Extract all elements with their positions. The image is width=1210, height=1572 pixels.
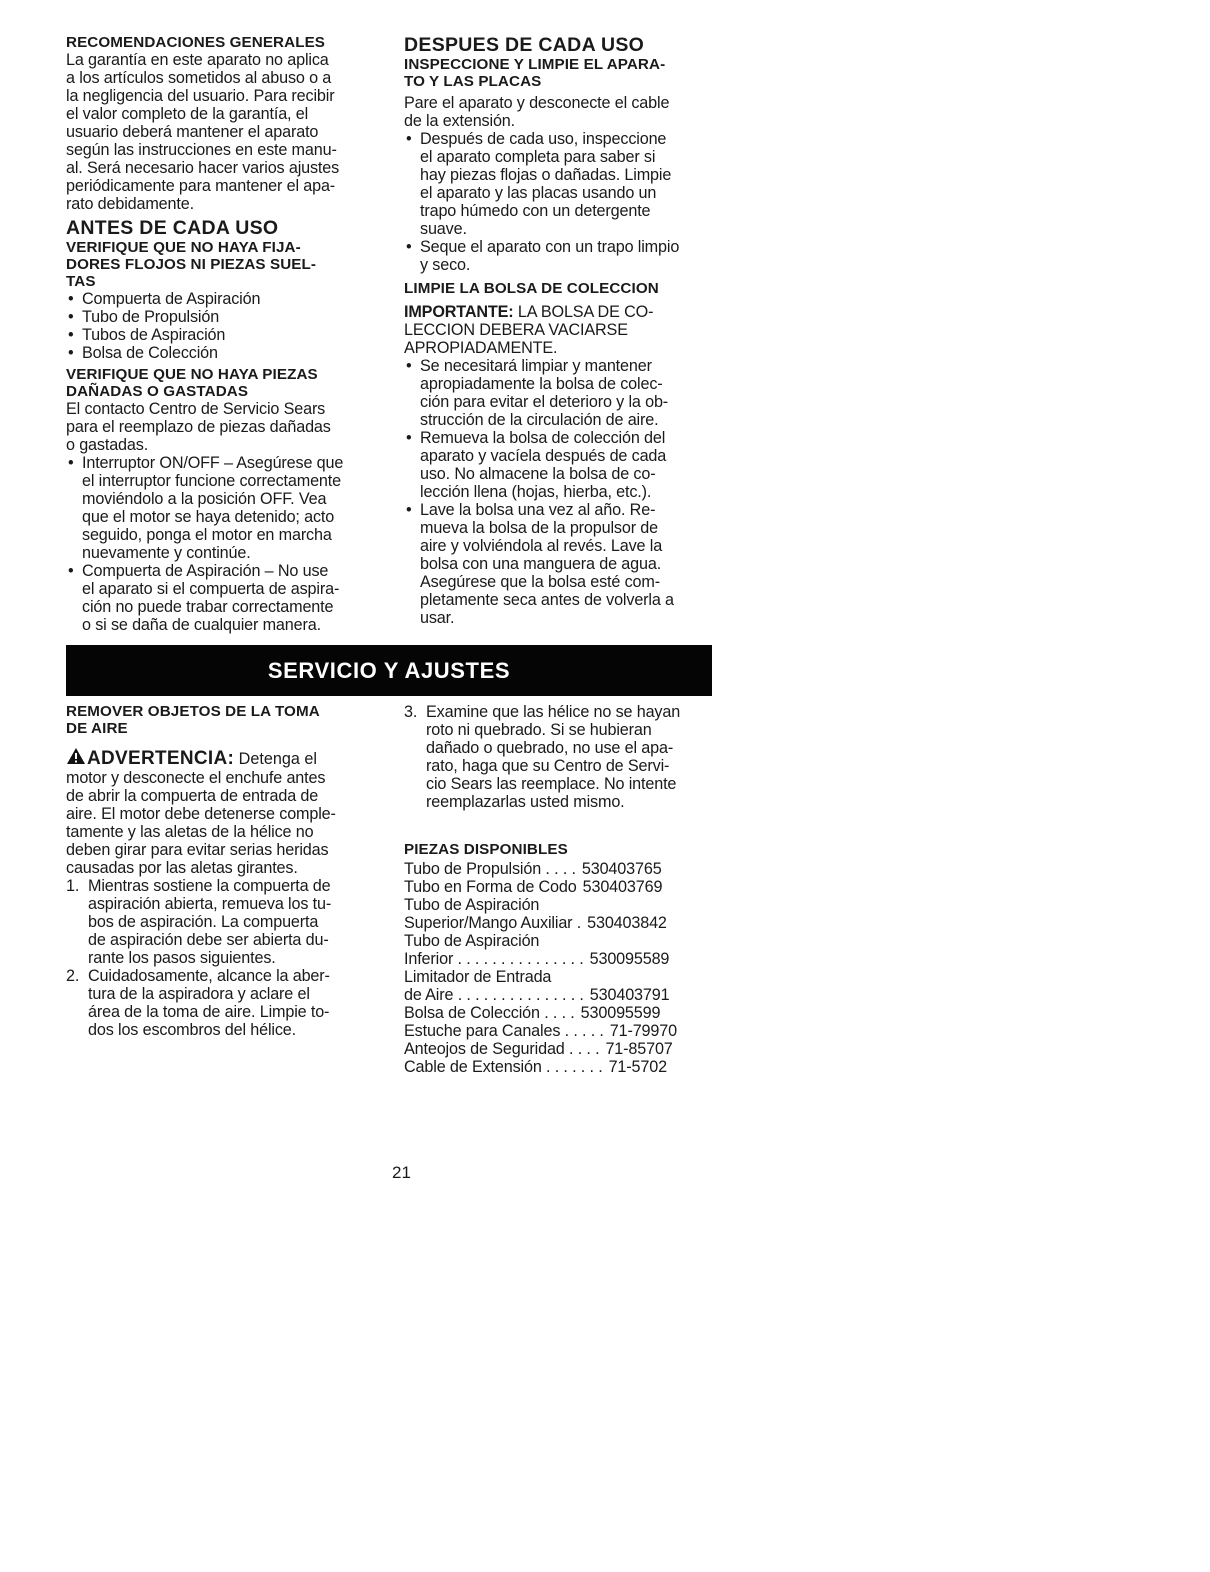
step-item: [66, 967, 384, 1039]
antes-title: ANTES DE CADA USO: [66, 217, 279, 239]
part-name: Tubo de Aspiración: [404, 896, 540, 914]
parts-row: [404, 1004, 720, 1022]
part-number: 530403791: [589, 986, 670, 1004]
text-line: • Se necesitará limpiar y mantener: [420, 357, 652, 375]
part-name: Cable de Extensión . . . . . . .: [404, 1058, 603, 1076]
insp-title-line: TO Y LAS PLACAS: [404, 73, 542, 90]
part-name: Tubo de Aspiración: [404, 932, 540, 950]
importante-label: IMPORTANTE:: [404, 303, 514, 321]
text-line: al. Será necesario hacer varios ajustes: [66, 159, 340, 177]
text-line: seguido, ponga el motor en marcha: [82, 526, 332, 544]
part-name: Limitador de Entrada: [404, 968, 552, 986]
parts-row: [404, 932, 720, 950]
text-line: El contacto Centro de Servicio Sears: [66, 400, 326, 418]
remover-section: [66, 703, 384, 1039]
list-item: • Tubo de Propulsión: [66, 308, 384, 326]
text-line: el valor completo de la garantía, el: [66, 105, 309, 123]
verif1-title-line: VERIFIQUE QUE NO HAYA FIJA-: [66, 239, 301, 256]
part-name: Bolsa de Colección . . . .: [404, 1004, 575, 1022]
part-name: Superior/Mango Auxiliar .: [404, 914, 582, 932]
parts-row: [404, 878, 720, 896]
part-name: Anteojos de Seguridad . . . .: [404, 1040, 600, 1058]
remover-title-line: DE AIRE: [66, 720, 128, 737]
step-number: 2.: [66, 967, 80, 985]
part-number: 530403769: [582, 878, 663, 896]
text-line: aire. El motor debe detenerse comple-: [66, 805, 336, 823]
bolsa-list: [404, 357, 720, 627]
parts-row: [404, 1058, 720, 1076]
verif2-title-line: VERIFIQUE QUE NO HAYA PIEZAS: [66, 366, 318, 383]
text-line: • Compuerta de Aspiración – No use: [82, 562, 329, 580]
text-line: dañado o quebrado, no use el apa-: [426, 739, 674, 757]
text-line: rato debidamente.: [66, 195, 194, 213]
text-line: hay piezas flojas o dañadas. Limpie: [420, 166, 672, 184]
parts-row: [404, 1040, 720, 1058]
text-line: • Remueva la bolsa de colección del: [420, 429, 666, 447]
text-line: para el reemplazo de piezas dañadas: [66, 418, 331, 436]
warning-triangle-icon: [66, 747, 86, 769]
text-line: el aparato si el compuerta de aspira-: [82, 580, 340, 598]
text-line: mueva la bolsa de la propulsor de: [420, 519, 659, 537]
text-line: de aspiración debe ser abierta du-: [88, 931, 329, 949]
text-line: lección llena (hojas, hierba, etc.).: [420, 483, 652, 501]
text-line: cio Sears las reemplace. No intente: [426, 775, 677, 793]
text-line: roto ni quebrado. Si se hubieran: [426, 721, 652, 739]
text-line: deben girar para evitar serias heridas: [66, 841, 329, 859]
text-line: pletamente seca antes de volverla a: [420, 591, 674, 609]
text-line: uso. No almacene la bolsa de co-: [420, 465, 656, 483]
text-line: usar.: [420, 609, 455, 627]
step-number: 1.: [66, 877, 80, 895]
text-line: la negligencia del usuario. Para recibir: [66, 87, 335, 105]
text-line: área de la toma de aire. Limpie to-: [88, 1003, 330, 1021]
bolsa-title: LIMPIE LA BOLSA DE COLECCION: [404, 280, 659, 297]
text-line: • Interruptor ON/OFF – Asegúrese que: [82, 454, 344, 472]
list-item: [404, 238, 720, 274]
text-line: Asegúrese que la bolsa esté com-: [420, 573, 660, 591]
text-line: apropiadamente la bolsa de colec-: [420, 375, 663, 393]
verif2-list: [66, 454, 384, 634]
rec-title: RECOMENDACIONES GENERALES: [66, 34, 326, 51]
text-line: motor y desconecte el enchufe antes: [66, 769, 326, 787]
parts-row: [404, 1022, 720, 1040]
verif1-title-line: DORES FLOJOS NI PIEZAS SUEL-: [66, 256, 317, 273]
text-line: reemplazarlas usted mismo.: [426, 793, 625, 811]
step-number: 3.: [404, 703, 418, 721]
list-item: [66, 454, 384, 562]
text-line: y seco.: [420, 256, 471, 274]
text-line: dos los escombros del hélice.: [88, 1021, 296, 1039]
part-number: 71-85707: [605, 1040, 673, 1058]
text-line: aspiración abierta, remueva los tu-: [88, 895, 332, 913]
importante-line: [404, 303, 720, 321]
list-item: • Bolsa de Colección: [66, 344, 384, 362]
text-line: tamente y las aletas de la hélice no: [66, 823, 314, 841]
section-banner: SERVICIO Y AJUSTES: [66, 645, 712, 696]
part-name: Estuche para Canales . . . . .: [404, 1022, 604, 1040]
text-line: Cuidadosamente, alcance la aber-: [88, 967, 330, 985]
remover-title-line: REMOVER OBJETOS DE LA TOMA: [66, 703, 320, 720]
text-line: APROPIADAMENTE.: [404, 339, 558, 357]
part-name: Tubo de Propulsión . . . .: [404, 860, 576, 878]
text-line: ción para evitar el deterioro y la ob-: [420, 393, 669, 411]
list-item: • Compuerta de Aspiración: [66, 290, 384, 308]
text-line: rante los pasos siguientes.: [88, 949, 276, 967]
text-line: causadas por las aletas girantes.: [66, 859, 298, 877]
text-line: el interruptor funcione correctamente: [82, 472, 341, 490]
list-item: [404, 501, 720, 627]
right-column: [404, 34, 720, 627]
text-line: usuario deberá mantener el aparato: [66, 123, 319, 141]
right-bottom-section: [404, 703, 720, 1076]
list-item: [404, 357, 720, 429]
part-name: de Aire . . . . . . . . . . . . . . .: [404, 986, 584, 1004]
list-item: • Tubos de Aspiración: [66, 326, 384, 344]
text-line: rato, haga que su Centro de Servi-: [426, 757, 670, 775]
verif2-title-line: DAÑADAS O GASTADAS: [66, 383, 249, 400]
text-line: • Lave la bolsa una vez al año. Re-: [420, 501, 656, 519]
text-line: el aparato y las placas usando un: [420, 184, 657, 202]
text-line: o gastadas.: [66, 436, 149, 454]
text-line: bos de aspiración. La compuerta: [88, 913, 319, 931]
part-number: 530095589: [589, 950, 670, 968]
text-span: LA BOLSA DE CO-: [513, 303, 654, 321]
left-column: [66, 34, 384, 634]
text-line: Mientras sostiene la compuerta de: [88, 877, 331, 895]
text-line: Examine que las hélice no se hayan: [426, 703, 681, 721]
text-line: ción no puede trabar correctamente: [82, 598, 334, 616]
despues-title: DESPUES DE CADA USO: [404, 34, 645, 56]
text-line: nuevamente y continúe.: [82, 544, 251, 562]
text-line: de la extensión.: [404, 112, 515, 130]
parts-row: [404, 860, 720, 878]
warning-line: [66, 747, 384, 769]
parts-row: [404, 950, 720, 968]
text-line: • Después de cada uso, inspeccione: [420, 130, 667, 148]
text-line: según las instrucciones en este manu-: [66, 141, 337, 159]
text-line: moviéndolo a la posición OFF. Vea: [82, 490, 327, 508]
text-line: o si se daña de cualquier manera.: [82, 616, 321, 634]
step-item: [404, 703, 720, 811]
text-line: que el motor se haya detenido; acto: [82, 508, 335, 526]
warning-label: ADVERTENCIA:: [87, 748, 235, 769]
rec-paragraph: [66, 51, 384, 213]
parts-list: [404, 860, 720, 1076]
text-line: LECCION DEBERA VACIARSE: [404, 321, 628, 339]
text-line: de abrir la compuerta de entrada de: [66, 787, 319, 805]
parts-row: [404, 968, 720, 986]
list-item: [66, 562, 384, 634]
part-number: 530403765: [581, 860, 662, 878]
insp-title-line: INSPECCIONE Y LIMPIE EL APARA-: [404, 56, 666, 73]
parts-row: [404, 896, 720, 914]
text-line: a los artículos sometidos al abuso o a: [66, 69, 332, 87]
insp-list: [404, 130, 720, 274]
part-number: 71-5702: [608, 1058, 667, 1076]
text-line: periódicamente para mantener el apa-: [66, 177, 336, 195]
steps-list-continued: [404, 703, 720, 811]
list-item: [404, 429, 720, 501]
text-line: La garantía en este aparato no aplica: [66, 51, 329, 69]
text-span: Detenga el: [234, 750, 317, 768]
text-line: aire y volviéndola al revés. Lave la: [420, 537, 663, 555]
part-number: 71-79970: [609, 1022, 677, 1040]
step-item: [66, 877, 384, 967]
text-line: aparato y vacíela después de cada: [420, 447, 667, 465]
parts-row: [404, 914, 720, 932]
text-line: trapo húmedo con un detergente: [420, 202, 651, 220]
part-name: Tubo en Forma de Codo: [404, 878, 577, 896]
part-number: 530095599: [580, 1004, 661, 1022]
list-item: [404, 130, 720, 238]
part-number: 530403842: [587, 914, 667, 932]
text-line: suave.: [420, 220, 467, 238]
text-line: strucción de la circulación de aire.: [420, 411, 659, 429]
parts-row: [404, 986, 720, 1004]
piezas-title: PIEZAS DISPONIBLES: [404, 841, 568, 858]
text-line: tura de la aspiradora y aclare el: [88, 985, 310, 1003]
page-number: 21: [392, 1163, 411, 1182]
text-line: el aparato completa para saber si: [420, 148, 656, 166]
verif1-title-line: TAS: [66, 273, 96, 290]
text-line: Pare el aparato y desconecte el cable: [404, 94, 670, 112]
text-line: bolsa con una manguera de agua.: [420, 555, 662, 573]
text-line: • Seque el aparato con un trapo limpio: [420, 238, 680, 256]
part-name: Inferior . . . . . . . . . . . . . . .: [404, 950, 584, 968]
steps-list: [66, 877, 384, 1039]
verif1-list: [66, 290, 384, 362]
